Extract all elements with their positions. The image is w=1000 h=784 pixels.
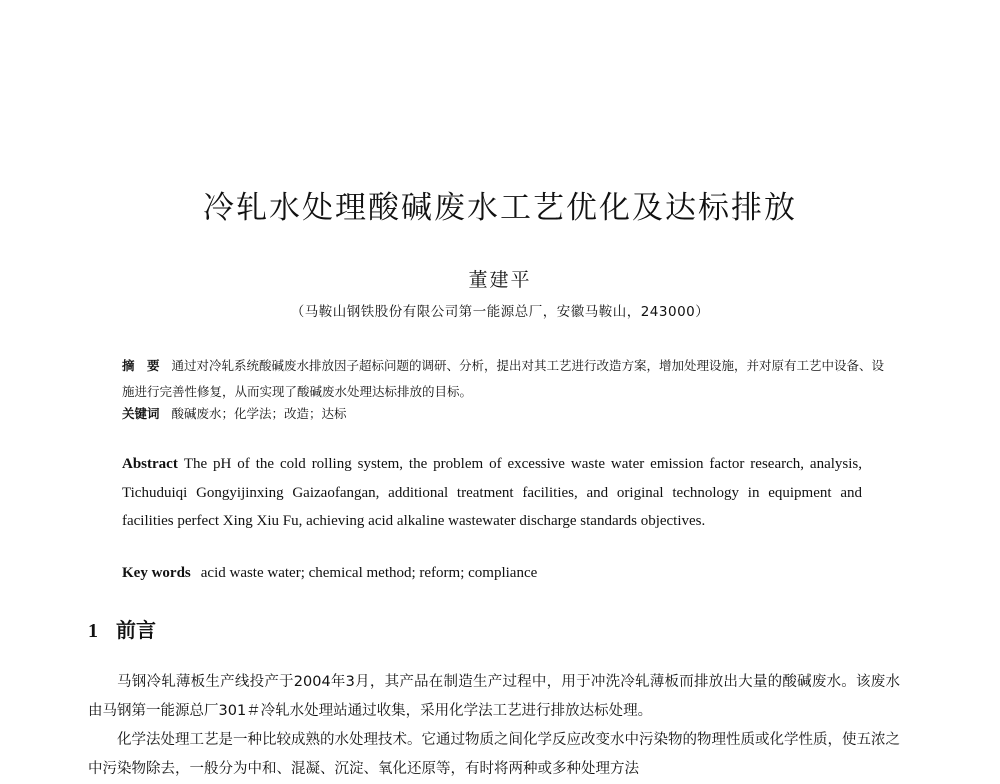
- english-keywords-label: Key words: [122, 565, 191, 581]
- english-keywords: [122, 560, 862, 586]
- english-abstract: [122, 450, 862, 536]
- paragraph: 马钢冷轧薄板生产线投产于2004年3月，其产品在制造生产过程中，用于冲洗冷轧薄板而排放出大量的酸碱废水。该废水由马钢第一能源总厂301＃冷轧水处理站通过收集，采用化学法工艺进行排放达标处理。: [88, 674, 900, 719]
- body-text: [88, 668, 900, 784]
- chinese-keywords: [122, 403, 892, 425]
- chinese-keywords-text: 酸碱废水；化学法；改造；达标: [171, 406, 347, 421]
- english-abstract-text: The pH of the cold rolling system, the problem of excessive waste water emission factor research, analysis, Tichuduiqi Gongyijinxing Gaizaofangan, additional treatment facilities, and original technology in equipment and facilities perfect Xing Xiu Fu, achieving acid alkaline wastewater discharge standards objectives.: [122, 456, 862, 529]
- paper-title: 冷轧水处理酸碱废水工艺优化及达标排放: [203, 190, 797, 226]
- section-heading: [88, 614, 156, 643]
- author-name: 董建平: [468, 269, 532, 291]
- chinese-keywords-label: 关键词: [122, 406, 160, 421]
- english-abstract-label: Abstract: [122, 456, 178, 472]
- section-number: 1: [88, 620, 98, 642]
- section-title: 前言: [116, 618, 156, 642]
- author-affiliation: （马鞍山钢铁股份有限公司第一能源总厂，安徽马鞍山，243000）: [290, 304, 710, 320]
- chinese-abstract: [122, 353, 892, 405]
- paragraph: 化学法处理工艺是一种比较成熟的水处理技术。它通过物质之间化学反应改变水中污染物的物理性质或化学性质，使五浓之中污染物除去，一般分为中和、混凝、沉淀、氧化还原等，有时将两种或多种处理方法: [88, 732, 900, 777]
- chinese-abstract-text: 通过对冷轧系统酸碱废水排放因子超标问题的调研、分析，提出对其工艺进行改造方案，增加处理设施，并对原有工艺中设备、设施进行完善性修复，从而实现了酸碱废水处理达标排放的目标。: [122, 358, 885, 399]
- english-keywords-text: acid waste water; chemical method; reform; compliance: [200, 565, 538, 581]
- chinese-abstract-label: 摘 要: [122, 358, 160, 373]
